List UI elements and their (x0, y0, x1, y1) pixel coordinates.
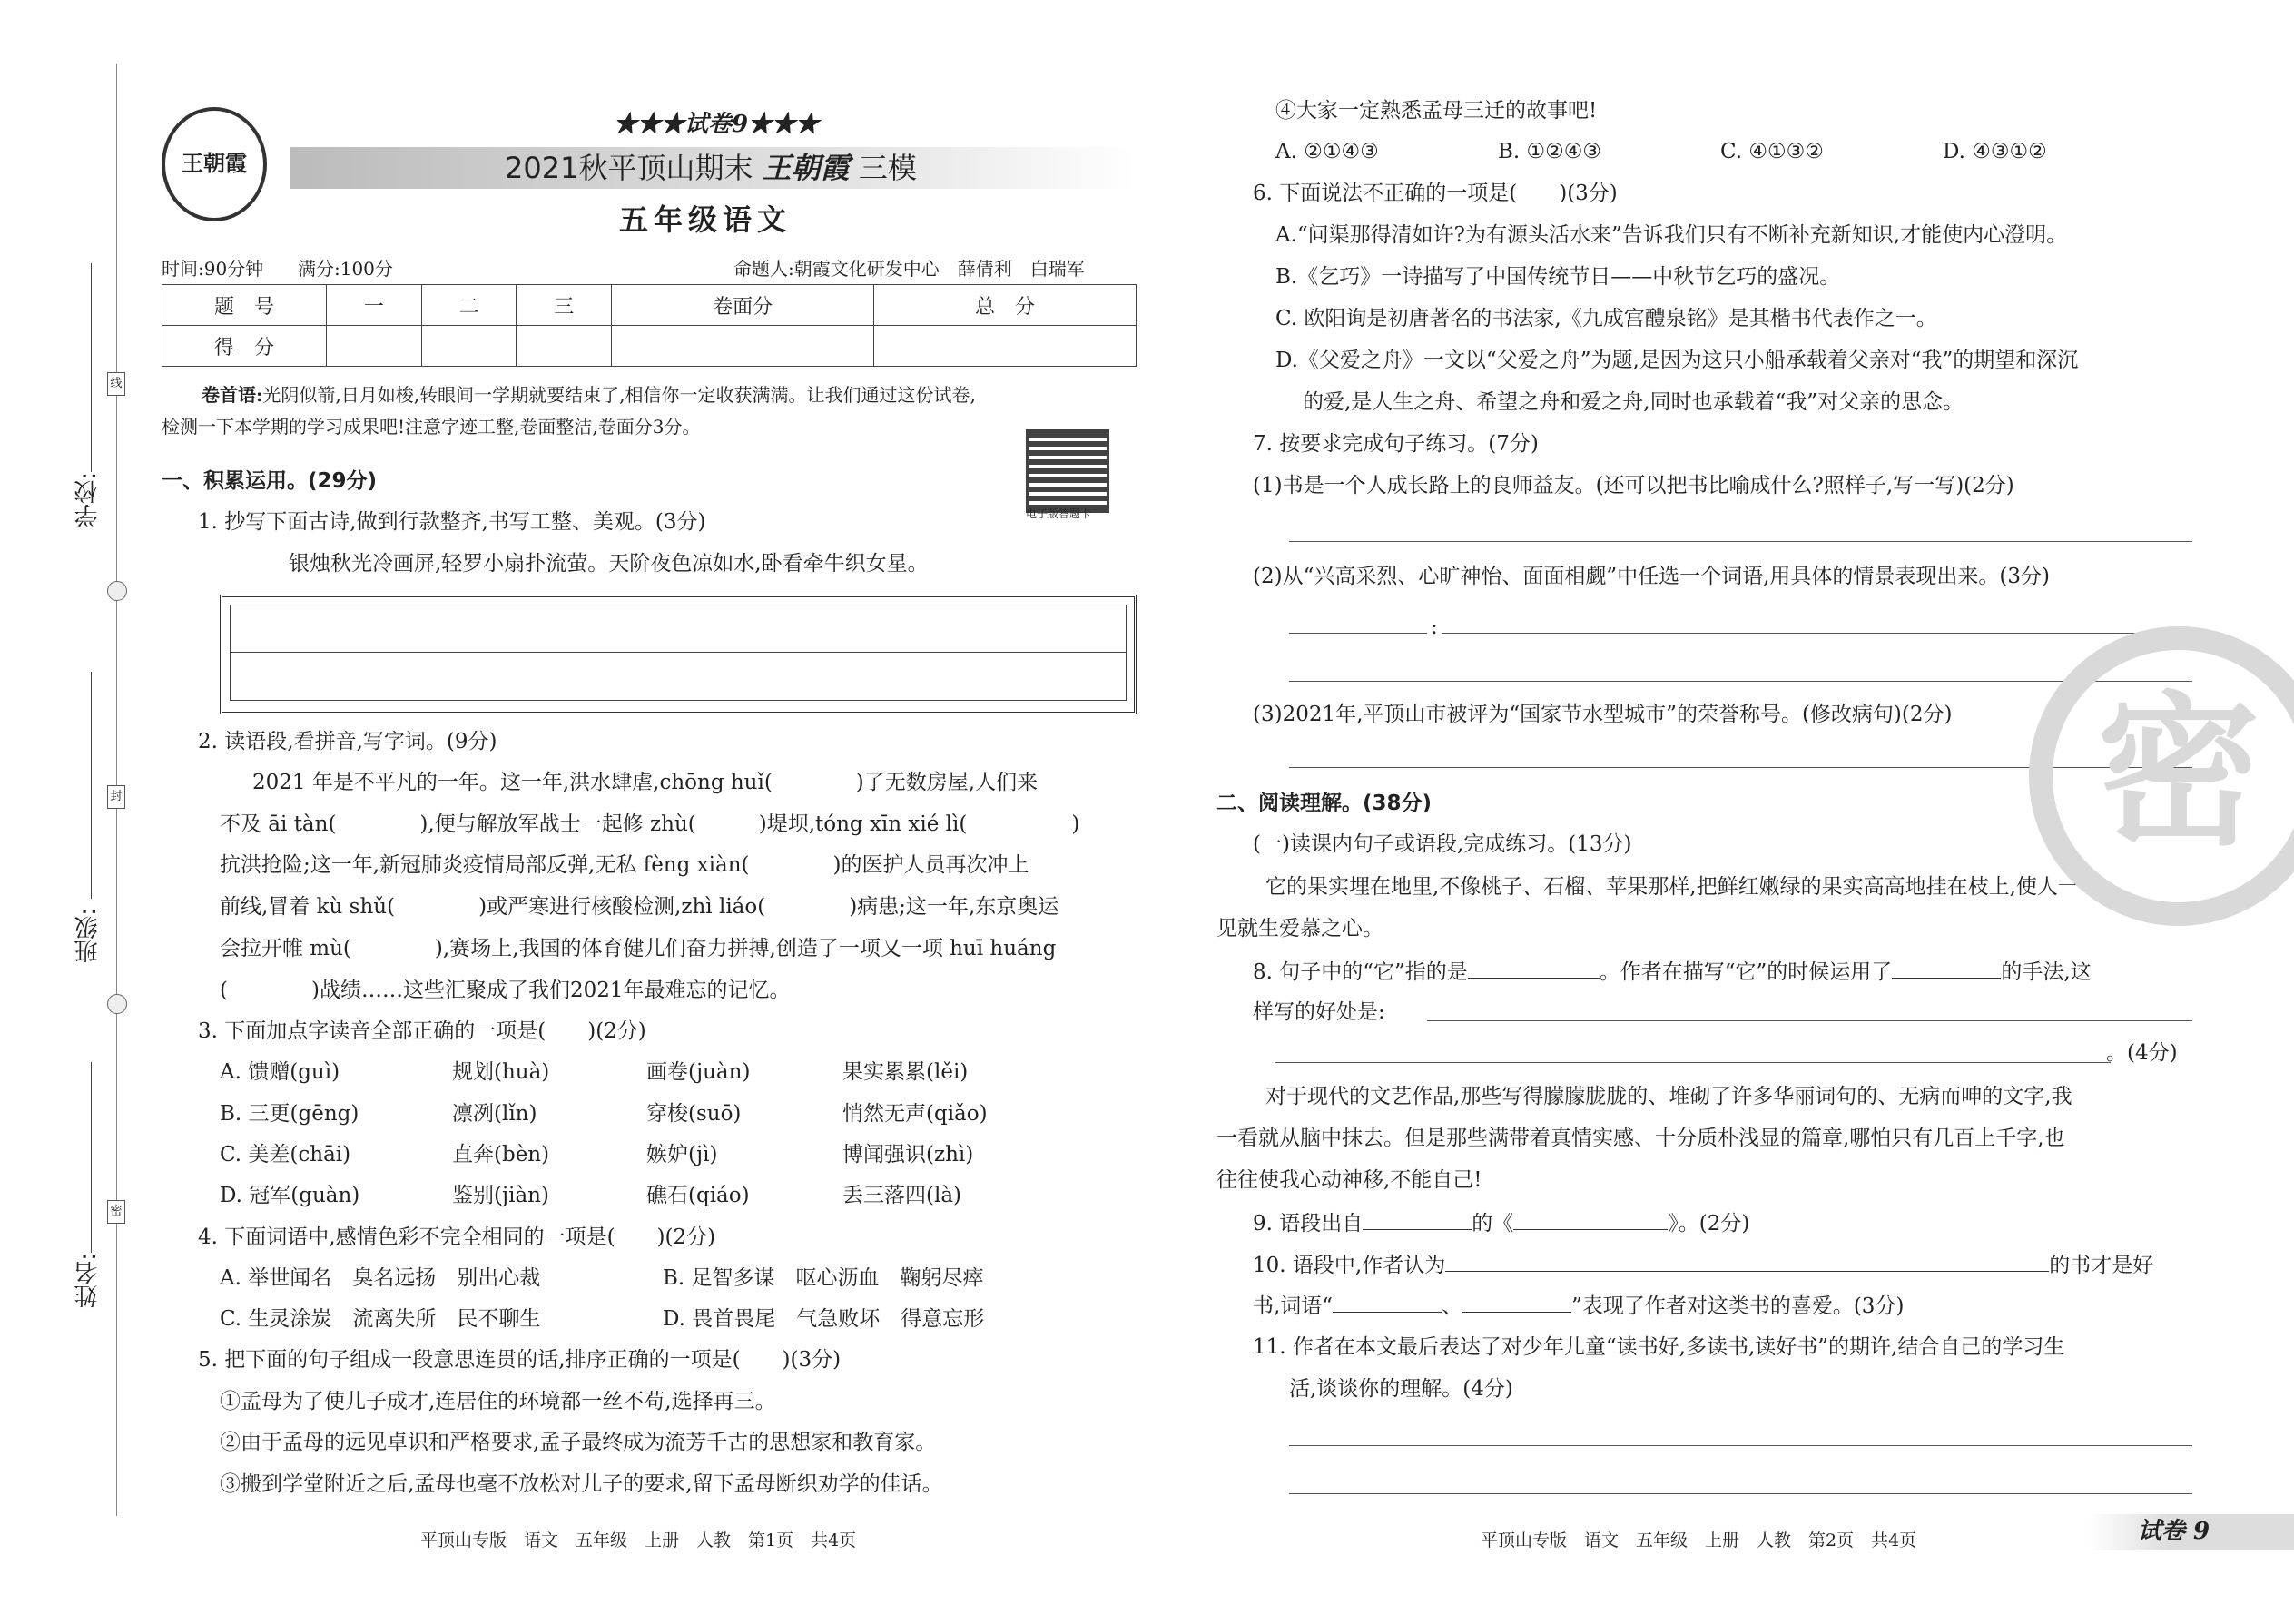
seal-mark-line: 线 (107, 372, 125, 396)
answer-blank[interactable] (1462, 1292, 1571, 1313)
q3-option: 礁石(qiáo) (646, 1184, 750, 1207)
q3-option[interactable]: B. 三更(gēng) (220, 1102, 359, 1126)
score-input-cell[interactable] (874, 326, 1137, 367)
q3-option[interactable]: C. 美差(chāi) (220, 1143, 351, 1166)
score-header-cell: 二 (421, 285, 517, 326)
question-5: 5. 把下面的句子组成一段意思连贯的话,排序正确的一项是( )(3分) (198, 1348, 842, 1372)
qr-caption: 电子版答题卡 (1026, 507, 1092, 520)
question-6: 6. 下面说法不正确的一项是( )(3分) (1253, 182, 1618, 205)
answer-blank[interactable] (1445, 1251, 2049, 1272)
q3-option: 画卷(juàn) (646, 1060, 751, 1084)
answer-line[interactable] (1289, 633, 1427, 634)
logo-badge (162, 107, 267, 221)
q6-option[interactable]: D.《父爱之舟》一文以“父爱之舟”为题,是因为这只小船承载着父亲对“我”的期望和深沉 (1275, 349, 2079, 372)
q5-option[interactable]: C. ④①③② (1720, 140, 1824, 163)
score-row-label: 得 分 (162, 326, 327, 367)
ornament-icon (107, 994, 127, 1014)
q5-option[interactable]: A. ②①④③ (1275, 140, 1379, 163)
passage1-line: 它的果实埋在地里,不像桃子、石榴、苹果那样,把鲜红嫩绿的果实高高地挂在枝上,使人一 (1265, 875, 2079, 899)
q2-line: 抗洪抢险;这一年,新冠肺炎疫情局部反弹,无私 fèng xiàn( )的医护人员再次冲上 (220, 853, 1029, 877)
q6-option[interactable]: B.《乞巧》一诗描写了中国传统节日——中秋节乞巧的盛况。 (1275, 265, 1841, 289)
school-label: 学校: (74, 472, 102, 527)
logo-text: 王朝霞 (182, 150, 247, 176)
q3-option: 博闻强识(zhì) (842, 1143, 974, 1166)
question-7: 7. 按要求完成句子练习。(7分) (1253, 432, 1539, 456)
passage2-line: 一看就从脑中抹去。但是那些满带着真情实感、十分质朴浅显的篇章,哪怕只有几百上千字,也 (1216, 1127, 2065, 1150)
q5-option[interactable]: B. ①②④③ (1498, 140, 1602, 163)
q10-line2: 书,词语“ 、 ”表现了作者对这类书的喜爱。(3分) (1253, 1292, 1904, 1320)
q2-line: 2021 年是不平凡的一年。这一年,洪水肆虐,chōng huǐ( )了无数房屋,人们来 (252, 771, 1039, 794)
score-input-cell[interactable] (612, 326, 874, 367)
copy-box[interactable] (220, 595, 1137, 714)
question-10: 10. 语段中,作者认为 的书才是好 (1253, 1251, 2153, 1279)
q4-option[interactable]: C. 生灵涂炭 流离失所 民不聊生 (220, 1307, 541, 1331)
q1-poem: 银烛秋光冷画屏,轻罗小扇扑流萤。天阶夜色凉如水,卧看牵牛织女星。 (289, 552, 929, 576)
seal-mark-secret: 密 (107, 1200, 125, 1224)
q3-option: 凛冽(lǐn) (452, 1102, 537, 1126)
question-11: 11. 作者在本文最后表达了对少年儿童“读书好,多读书,读好书”的期许,结合自己的学习生 (1253, 1335, 2065, 1359)
q4-option[interactable]: B. 足智多谋 呕心沥血 鞠躬尽瘁 (663, 1266, 984, 1290)
time-label: 时间:90分钟 (162, 258, 264, 280)
section1-title: 一、积累运用。(29分) (162, 469, 378, 493)
answer-line[interactable] (1427, 1020, 2192, 1021)
answer-blank[interactable] (1892, 958, 2001, 979)
colon-mark: : (1431, 615, 1438, 639)
q7-1: (1)书是一个人成长路上的良师益友。(还可以把书比喻成什么?照样子,写一写)(2分) (1253, 474, 2014, 497)
footer-left: 平顶山专版 语文 五年级 上册 人教 第1页 共4页 (420, 1530, 857, 1550)
q4-option[interactable]: D. 畏首畏尾 气急败坏 得意忘形 (663, 1307, 985, 1331)
q3-option[interactable]: A. 馈赠(guì) (220, 1060, 340, 1084)
score-input-cell[interactable] (421, 326, 517, 367)
q3-option: 果实累累(lěi) (842, 1060, 969, 1084)
score-input-cell[interactable] (517, 326, 612, 367)
answer-line[interactable] (1275, 1062, 2111, 1063)
name-label: 姓名: (74, 1253, 102, 1308)
intro-line-1: 卷首语:光阴似箭,日月如梭,转眼间一学期就要结束了,相信你一定收获满满。让我们通过这份试卷, (202, 384, 976, 406)
q6-option-cont: 的爱,是人生之舟、希望之舟和爱之舟,同时也承载着“我”对父亲的思念。 (1303, 390, 1964, 414)
score-header-cell: 题 号 (162, 285, 327, 326)
score-header-cell: 三 (517, 285, 612, 326)
ornament-icon (107, 581, 127, 601)
q6-option[interactable]: C. 欧阳询是初唐著名的书法家,《九成宫醴泉铭》是其楷书代表作之一。 (1275, 307, 1937, 330)
q3-option: 悄然无声(qiǎo) (842, 1102, 988, 1126)
answer-blank[interactable] (1363, 1209, 1472, 1230)
q2-line: 会拉开帷 mù( ),赛场上,我国的体育健儿们奋力拼搏,创造了一项又一项 huī huáng (220, 937, 1057, 960)
q3-option: 穿梭(suō) (646, 1102, 742, 1126)
passage2-line: 往往使我心动神移,不能自己! (1216, 1168, 1482, 1192)
name-line (91, 1062, 92, 1253)
question-2: 2. 读语段,看拼音,写字词。(9分) (198, 730, 497, 753)
q6-option[interactable]: A.“问渠那得清如许?为有源头活水来”告诉我们只有不断补充新知识,才能使内心澄明。 (1275, 223, 2068, 247)
footer-badge-label: 试卷 9 (2138, 1518, 2210, 1545)
q3-option[interactable]: D. 冠军(guàn) (220, 1184, 360, 1207)
q5-item: ④大家一定熟悉孟母三迁的故事吧! (1275, 99, 1598, 123)
stamp-char: 密 (2096, 676, 2260, 868)
authors-label: 命题人:朝霞文化研发中心 薛倩利 白瑞军 (733, 258, 1085, 280)
q2-line: 不及 āi tàn( ),便与解放军战士一起修 zhù( )堤坝,tóng xīn xié lì( ) (220, 812, 1080, 836)
question-3: 3. 下面加点字读音全部正确的一项是( )(2分) (198, 1019, 646, 1043)
answer-line[interactable] (1289, 1445, 2192, 1446)
school-line (91, 263, 92, 472)
score-header-cell: 卷面分 (612, 285, 874, 326)
score-input-cell[interactable] (327, 326, 422, 367)
q2-line: 前线,冒着 kù shǔ( )或严寒进行核酸检测,zhì liáo( )病患;这一年,东京奥运 (220, 895, 1059, 919)
score-header-cell: 总 分 (874, 285, 1137, 326)
q4-option[interactable]: A. 举世闻名 臭名远扬 别出心裁 (220, 1266, 541, 1290)
q11-line2: 活,谈谈你的理解。(4分) (1289, 1377, 1513, 1401)
q3-option: 规划(huà) (452, 1060, 550, 1084)
answer-line[interactable] (1289, 681, 2192, 682)
answer-blank[interactable] (1468, 958, 1600, 979)
intro-line-2: 检测一下本学期的学习成果吧!注意字迹工整,卷面整洁,卷面分3分。 (162, 416, 701, 438)
q8-line2: 样写的好处是: (1253, 1000, 1385, 1024)
section2-title: 二、阅读理解。(38分) (1216, 792, 1433, 815)
paper-label: ★★★试卷9★★★ (614, 111, 820, 138)
q8-score: 。(4分) (2106, 1041, 2178, 1065)
question-4: 4. 下面词语中,感情色彩不完全相同的一项是( )(2分) (198, 1225, 716, 1249)
passage1-line: 见就生爱慕之心。 (1216, 917, 1383, 940)
q5-item: ①孟母为了使儿子成才,连居住的环境都一丝不苟,选择再三。 (220, 1390, 776, 1413)
q7-2: (2)从“兴高采烈、心旷神怡、面面相觑”中任选一个词语,用具体的情景表现出来。(3分) (1253, 565, 2050, 588)
q2-line: ( )战绩……这些汇聚成了我们2021年最难忘的记忆。 (220, 979, 791, 1002)
answer-blank[interactable] (1513, 1209, 1668, 1230)
passage2-line: 对于现代的文艺作品,那些写得朦朦胧胧的、堆砌了许多华丽词句的、无病而呻的文字,我 (1265, 1085, 2072, 1108)
question-9: 9. 语段出自 的《 》。(2分) (1253, 1209, 1749, 1237)
class-line (91, 672, 92, 899)
class-label: 班级: (74, 908, 102, 963)
score-header-cell: 一 (327, 285, 422, 326)
q5-option[interactable]: D. ④③①② (1943, 140, 2047, 163)
q3-option: 丢三落四(là) (842, 1184, 962, 1207)
q3-option: 直奔(bèn) (452, 1143, 550, 1166)
q5-item: ③搬到学堂附近之后,孟母也毫不放松对儿子的要求,留下孟母断织劝学的佳话。 (220, 1472, 943, 1496)
q5-item: ②由于孟母的远见卓识和严格要求,孟子最终成为流芳千古的思想家和教育家。 (220, 1431, 937, 1454)
answer-line[interactable] (1289, 541, 2192, 542)
qr-code-icon[interactable] (1026, 429, 1109, 513)
answer-blank[interactable] (1333, 1292, 1442, 1313)
footer-right: 平顶山专版 语文 五年级 上册 人教 第2页 共4页 (1481, 1530, 1917, 1550)
full-score-label: 满分:100分 (298, 258, 393, 280)
subject-title: 五年级语文 (619, 202, 793, 237)
answer-line[interactable] (1442, 633, 2192, 634)
page-title: 2021秋平顶山期末 王朝霞 三模 (505, 151, 917, 185)
seal-mark-seal: 封 (107, 785, 125, 809)
part1-title: (一)读课内句子或语段,完成练习。(13分) (1253, 832, 1632, 856)
q3-option: 嫉妒(jì) (646, 1143, 718, 1166)
question-8: 8. 句子中的“它”指的是 。作者在描写“它”的时候运用了 的手法,这 (1253, 958, 2092, 986)
score-table (162, 284, 1137, 367)
question-1: 1. 抄写下面古诗,做到行款整齐,书写工整、美观。(3分) (198, 510, 706, 534)
q3-option: 鉴别(jiàn) (452, 1184, 549, 1207)
q7-3: (3)2021年,平顶山市被评为“国家节水型城市”的荣誉称号。(修改病句)(2分) (1253, 703, 1953, 726)
answer-line[interactable] (1289, 1493, 2192, 1494)
